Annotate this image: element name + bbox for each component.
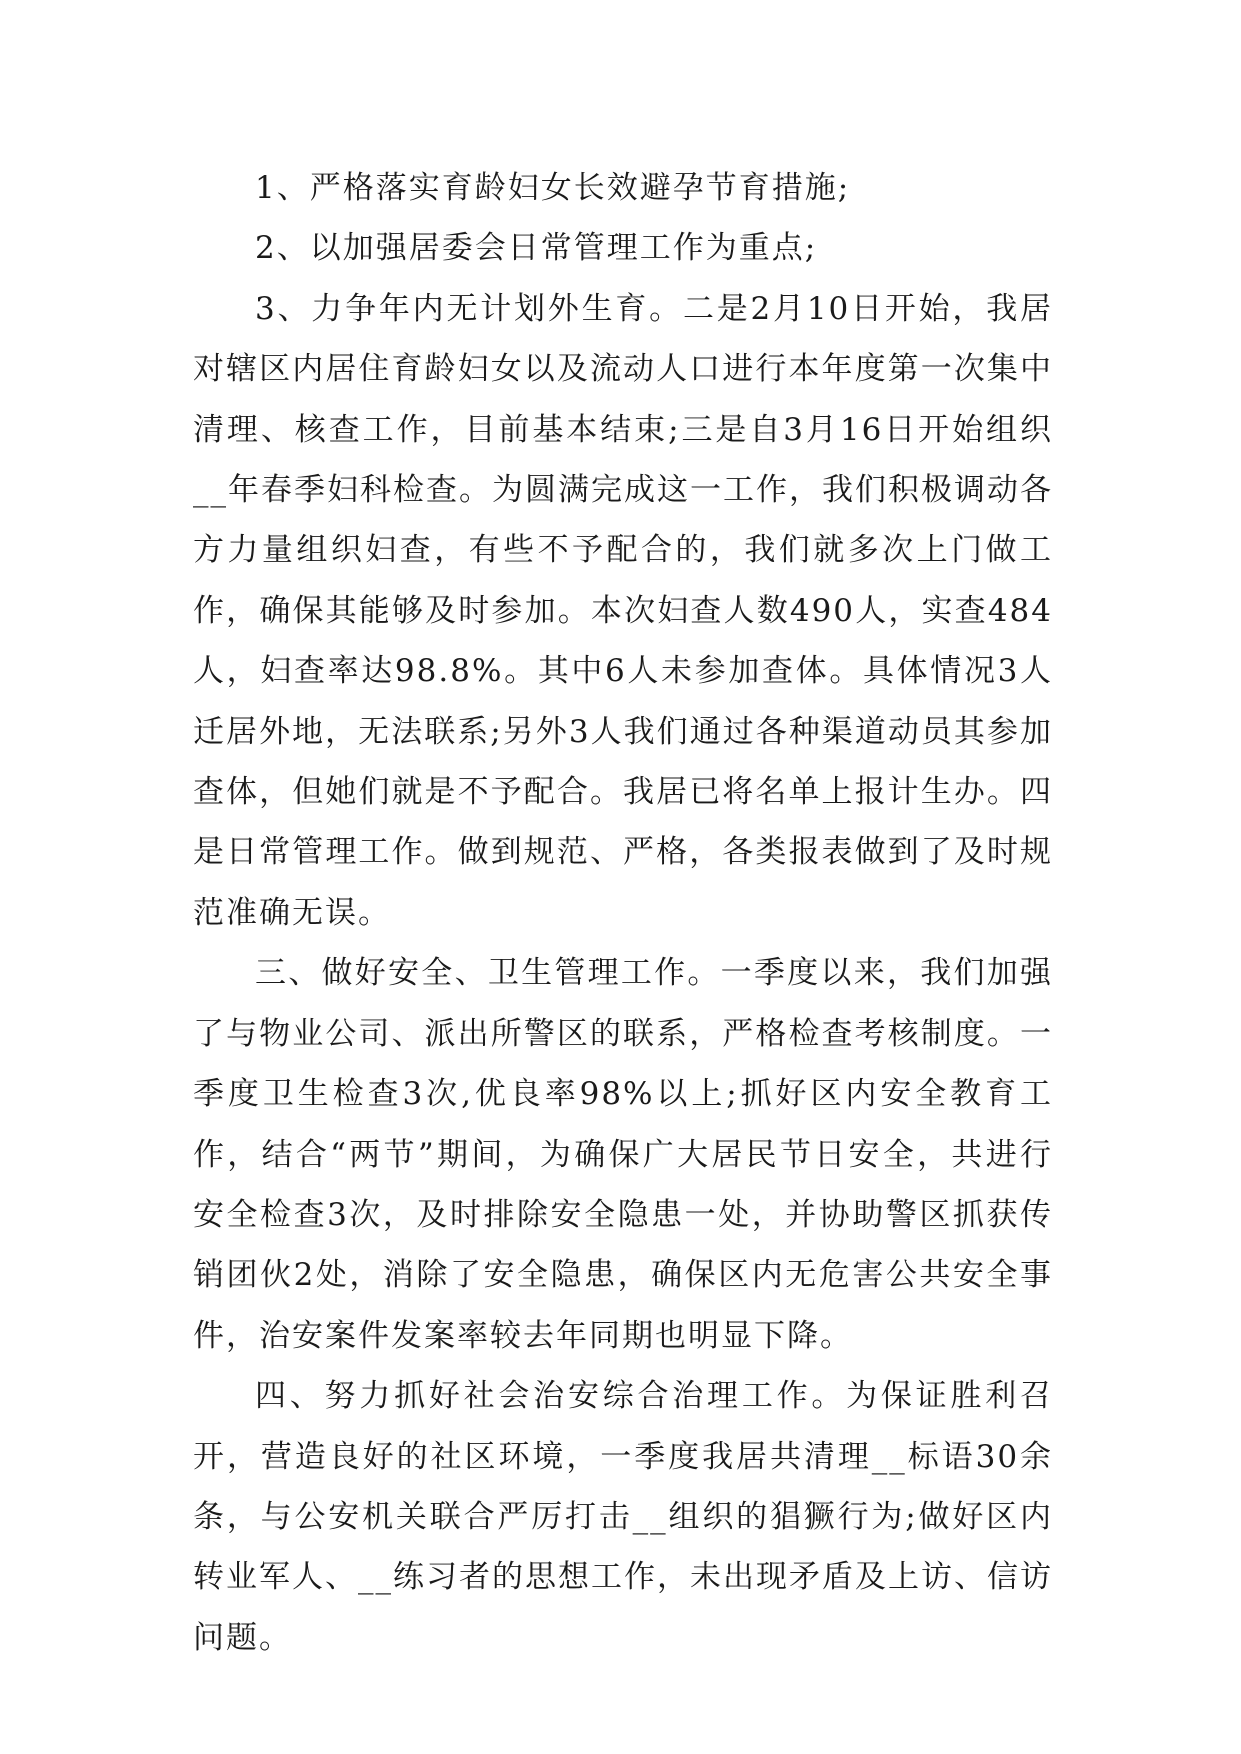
paragraph-item-3: 3、力争年内无计划外生育。二是2月10日开始，我居对辖区内居住育龄妇女以及流动人口进行本年度第一次集中清理、核查工作，目前基本结束;三是自3月16日开始组织__年春季妇科检查。为圆满完成这一工作，我们积极调动各方力量组织妇查，有些不予配合的，我们就多次上门做工作，确保其能够及时参加。本次妇查人数490人，实查484人，妇查率达98.8%。其中6人未参加查体。具体情况3人迁居外地，无法联系;另外3人我们通过各种渠道动员其参加查体，但她们就是不予配合。我居已将名单上报计生办。四是日常管理工作。做到规范、严格，各类报表做到了及时规范准确无误。 bbox=[193, 290, 1053, 931]
paragraph-section-3: 三、做好安全、卫生管理工作。一季度以来，我们加强了与物业公司、派出所警区的联系，严格检查考核制度。一季度卫生检查3次,优良率98%以上;抓好区内安全教育工作，结合“两节”期间，为确保广大居民节日安全，共进行安全检查3次，及时排除安全隐患一处，并协助警区抓获传销团伙2处，消除了安全隐患，确保区内无危害公共安全事件，治安案件发案率较去年同期也明显下降。 bbox=[193, 955, 1053, 1354]
paragraph-section-4: 四、努力抓好社会治安综合治理工作。为保证胜利召开，营造良好的社区环境，一季度我居共清理__标语30余条，与公安机关联合严厉打击__组织的猖獗行为;做好区内转业军人、__练习者的思想工作，未出现矛盾及上访、信访问题。 bbox=[193, 1378, 1053, 1656]
paragraph-item-1: 1、严格落实育龄妇女长效避孕节育措施; bbox=[255, 170, 851, 206]
paragraph-item-2: 2、以加强居委会日常管理工作为重点; bbox=[255, 230, 818, 267]
document-body bbox=[193, 158, 1053, 1668]
